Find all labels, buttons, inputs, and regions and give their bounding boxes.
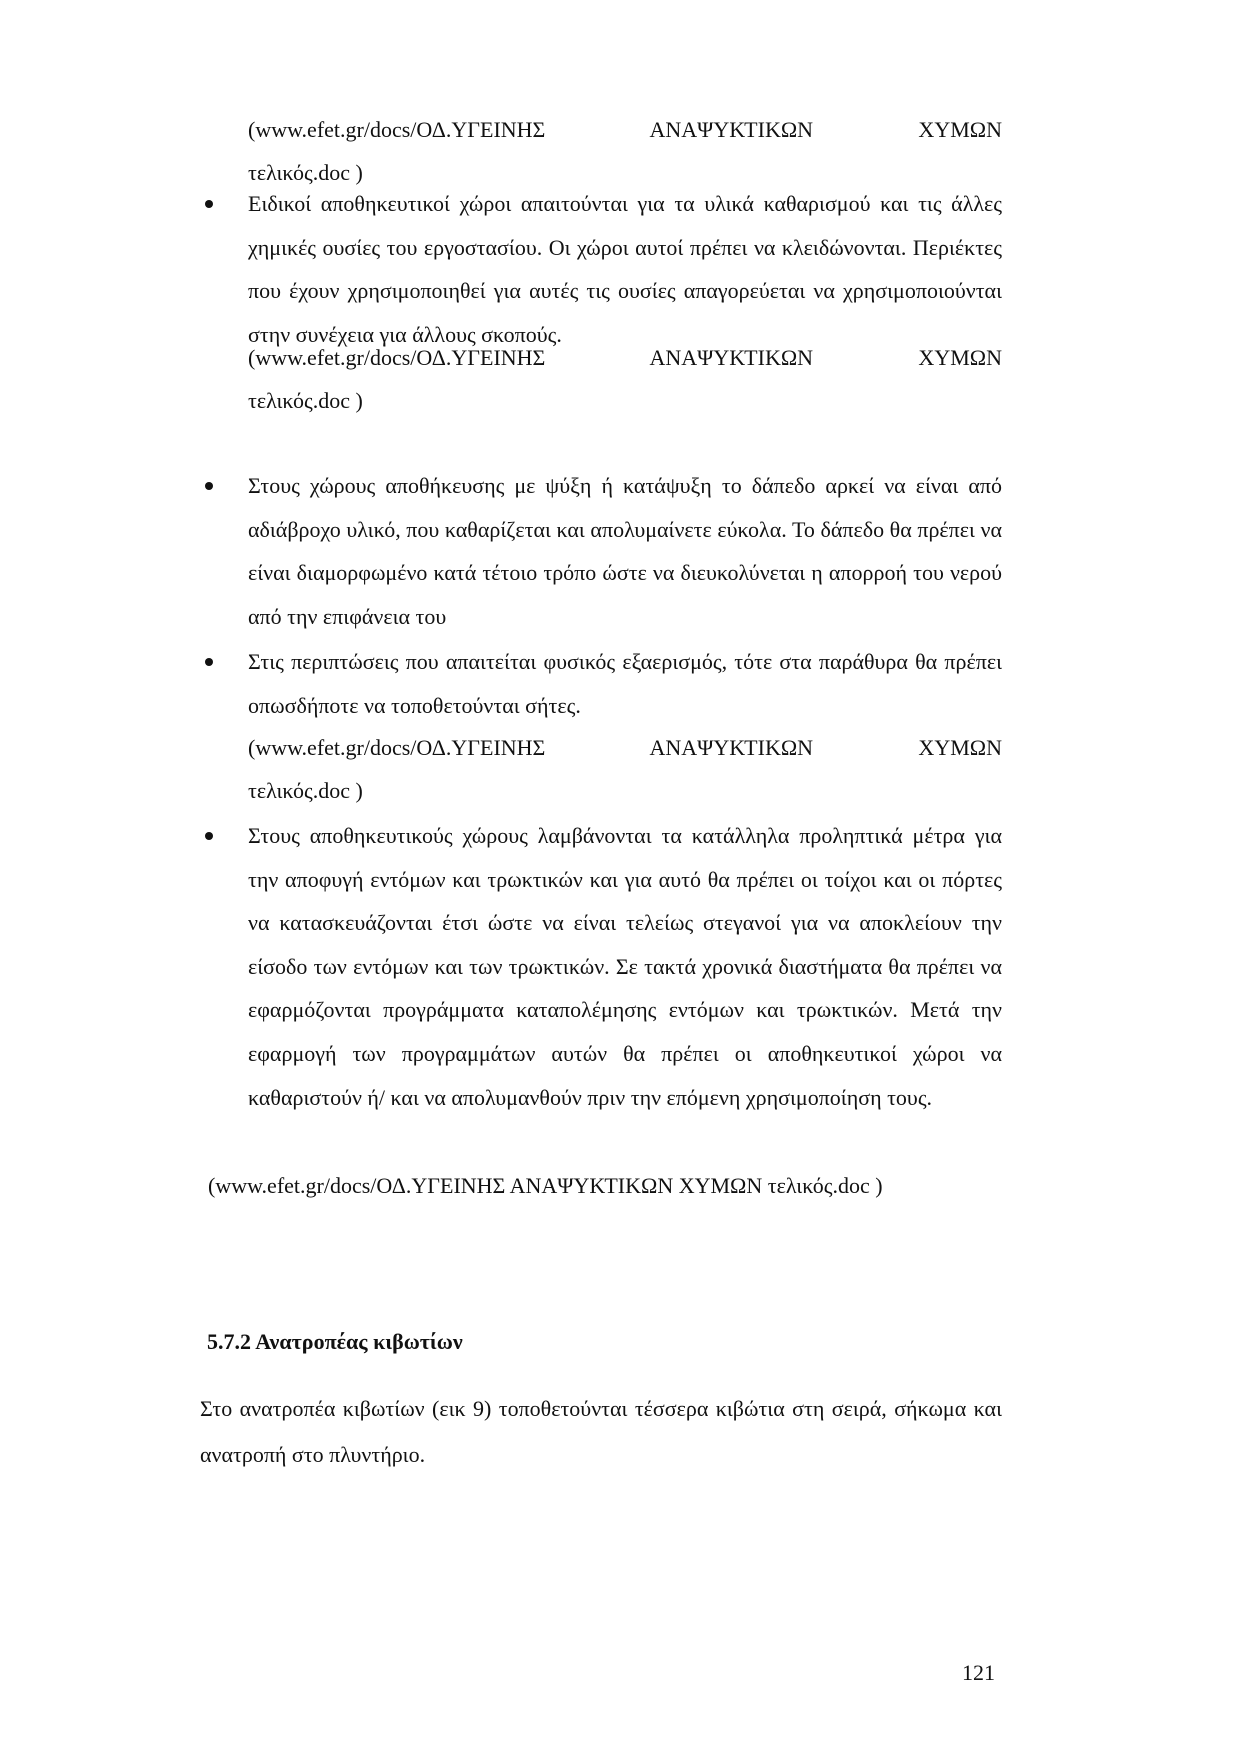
- bullet-paragraph: Στους αποθηκευτικούς χώρους λαμβάνονται τα κατάλληλα προληπτικά μέτρα για την αποφυγή εντόμων και τρωκτικών και για αυτό θα πρέπει οι τοίχοι και οι πόρτες να κατασκευάζονται έτσι ώστε να είναι τελείως στεγανοί για να αποκλείουν την είσοδο των εντόμων και των τρωκτικών. Σε τακτά χρονικά διαστήματα θα πρέπει να εφαρμόζονται προγράμματα καταπολέμησης εντόμων και τρωκτικών. Μετά την εφαρμογή των προγραμμάτων αυτών θα πρέπει οι αποθηκευτικοί χώροι να καθαριστούν ή/ και να απολυμανθούν πριν την επόμενη χρησιμοποίηση τους.: [248, 823, 1002, 1110]
- reference-citation: [248, 726, 1002, 812]
- bullet-icon: [205, 482, 213, 490]
- section-body: Στο ανατροπέα κιβωτίων (εικ 9) τοποθετούνται τέσσερα κιβώτια στη σειρά, σήκωμα και ανατροπή στο πλυντήριο.: [200, 1396, 1002, 1467]
- bullet-paragraph: Στις περιπτώσεις που απαιτείται φυσικός εξαερισμός, τότε στα παράθυρα θα πρέπει οπωσδήποτε να τοποθετούνται σήτες.: [248, 649, 1002, 718]
- reference-tail: τελικός.doc ): [248, 778, 363, 803]
- bullet-icon: [205, 200, 213, 208]
- bullet-paragraph: Ειδικοί αποθηκευτικοί χώροι απαιτούνται για τα υλικά καθαρισμού και τις άλλες χημικές ουσίες του εργοστασίου. Οι χώροι αυτοί πρέπει να κλειδώνονται. Περιέκτες που έχουν χρησιμοποιηθεί για αυτές τις ουσίες απαγορεύεται να χρησιμοποιούνται στην συνέχεια για άλλους σκοπούς.: [248, 191, 1002, 347]
- reference-url: (www.efet.gr/docs/ΟΔ.ΥΓΕΙΝΗΣ ΑΝΑΨΥΚΤΙΚΩΝ ΧΥΜΩΝ: [248, 345, 1002, 370]
- reference-citation: [248, 336, 1002, 422]
- page-number: 121: [962, 1660, 995, 1685]
- reference-tail: τελικός.doc ): [248, 388, 363, 413]
- bullet-icon: [205, 832, 213, 840]
- reference-url: (www.efet.gr/docs/ΟΔ.ΥΓΕΙΝΗΣ ΑΝΑΨΥΚΤΙΚΩΝ ΧΥΜΩΝ: [248, 117, 1002, 142]
- bullet-paragraph: Στους χώρους αποθήκευσης με ψύξη ή κατάψυξη το δάπεδο αρκεί να είναι από αδιάβροχο υλικό, που καθαρίζεται και απολυμαίνετε εύκολα. Το δάπεδο θα πρέπει να είναι διαμορφωμένο κατά τέτοιο τρόπο ώστε να διευκολύνεται η απορροή του νερού από την επιφάνεια του: [248, 473, 1002, 629]
- reference-citation-full: (www.efet.gr/docs/ΟΔ.ΥΓΕΙΝΗΣ ΑΝΑΨΥΚΤΙΚΩΝ ΧΥΜΩΝ τελικός.doc ): [208, 1173, 883, 1198]
- section-heading: 5.7.2 Ανατροπέας κιβωτίων: [207, 1329, 463, 1354]
- reference-url: (www.efet.gr/docs/ΟΔ.ΥΓΕΙΝΗΣ ΑΝΑΨΥΚΤΙΚΩΝ ΧΥΜΩΝ: [248, 735, 1002, 760]
- bullet-icon: [205, 658, 213, 666]
- reference-tail: τελικός.doc ): [248, 160, 363, 185]
